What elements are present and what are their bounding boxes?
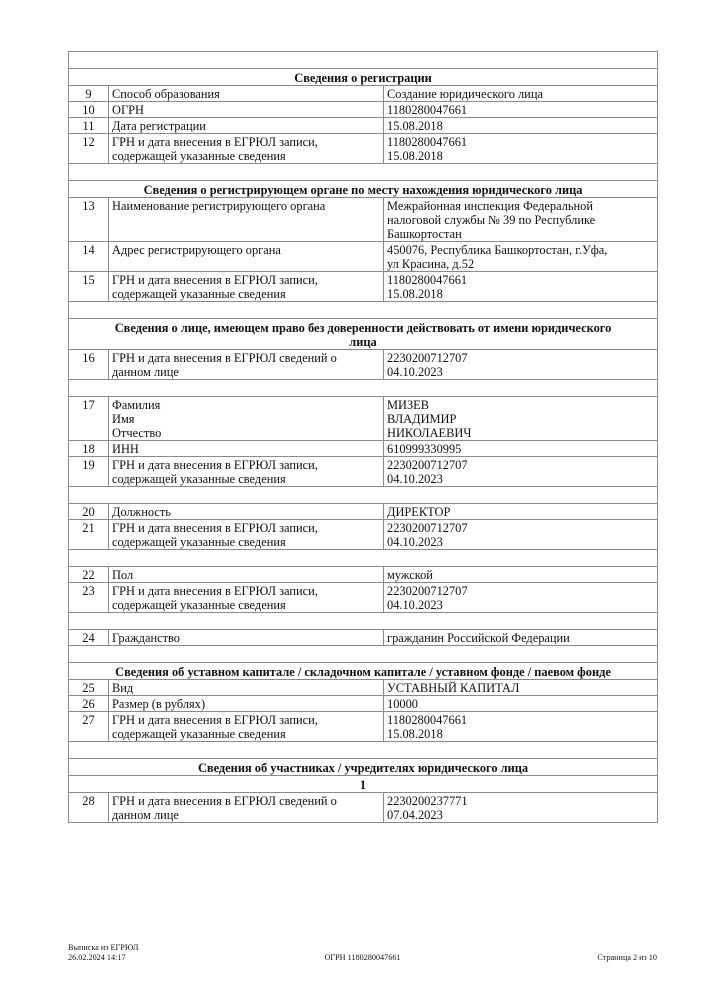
row-number: 24: [69, 630, 109, 646]
table-row: [69, 712, 658, 742]
section-header-row: [69, 776, 658, 793]
row-value: мужской: [384, 567, 658, 583]
page-footer: [68, 943, 657, 973]
row-label: Гражданство: [109, 630, 384, 646]
section-title: 1: [69, 776, 658, 793]
table-row: [69, 350, 658, 380]
separator-cell: [69, 646, 658, 663]
footer-ogrn: ОГРН 1180280047661: [324, 953, 401, 962]
row-value: УСТАВНЫЙ КАПИТАЛ: [384, 680, 658, 696]
footer-datetime: 26.02.2024 14:17: [68, 953, 126, 962]
row-number: 20: [69, 504, 109, 520]
section-title: Сведения об уставном капитале / складочном капитале / уставном фонде / паевом фонде: [69, 663, 658, 680]
row-value: 2230200712707 04.10.2023: [384, 583, 658, 613]
table-row: [69, 102, 658, 118]
row-value: гражданин Российской Федерации: [384, 630, 658, 646]
separator-cell: [69, 613, 658, 630]
footer-page-number: Страница 2 из 10: [597, 953, 657, 962]
section-title: Сведения о регистрирующем органе по месту нахождения юридического лица: [69, 181, 658, 198]
row-label: Способ образования: [109, 86, 384, 102]
separator-cell: [69, 380, 658, 397]
separator-row: [69, 380, 658, 397]
separator-row: [69, 550, 658, 567]
row-label: Фамилия Имя Отчество: [109, 397, 384, 441]
row-number: 15: [69, 272, 109, 302]
row-number: 27: [69, 712, 109, 742]
separator-row: [69, 742, 658, 759]
separator-cell: [69, 550, 658, 567]
row-label: Должность: [109, 504, 384, 520]
row-value: 1180280047661 15.08.2018: [384, 712, 658, 742]
table-row: [69, 583, 658, 613]
table-row: [69, 567, 658, 583]
section-header-row: [69, 181, 658, 198]
row-label: Вид: [109, 680, 384, 696]
registry-table: [68, 51, 658, 823]
row-label: Размер (в рублях): [109, 696, 384, 712]
row-value: 2230200712707 04.10.2023: [384, 350, 658, 380]
row-label: ГРН и дата внесения в ЕГРЮЛ записи, содержащей указанные сведения: [109, 272, 384, 302]
row-number: 11: [69, 118, 109, 134]
row-value: 15.08.2018: [384, 118, 658, 134]
row-number: 25: [69, 680, 109, 696]
row-value: 10000: [384, 696, 658, 712]
table-row: [69, 630, 658, 646]
row-value: 610999330995: [384, 441, 658, 457]
row-value: 2230200237771 07.04.2023: [384, 793, 658, 823]
section-header-row: [69, 69, 658, 86]
row-label: ГРН и дата внесения в ЕГРЮЛ записи, содержащей указанные сведения: [109, 712, 384, 742]
table-row: [69, 272, 658, 302]
table-row: [69, 696, 658, 712]
row-number: 23: [69, 583, 109, 613]
row-value: Создание юридического лица: [384, 86, 658, 102]
table-row: [69, 504, 658, 520]
table-row: [69, 86, 658, 102]
row-label: ГРН и дата внесения в ЕГРЮЛ записи, содержащей указанные сведения: [109, 520, 384, 550]
row-label: ГРН и дата внесения в ЕГРЮЛ сведений о данном лице: [109, 350, 384, 380]
row-number: 19: [69, 457, 109, 487]
row-label: ГРН и дата внесения в ЕГРЮЛ записи, содержащей указанные сведения: [109, 583, 384, 613]
row-number: 12: [69, 134, 109, 164]
row-label: ГРН и дата внесения в ЕГРЮЛ записи, содержащей указанные сведения: [109, 457, 384, 487]
table-row: [69, 441, 658, 457]
table-row: [69, 793, 658, 823]
row-label: Адрес регистрирующего органа: [109, 242, 384, 272]
row-number: 9: [69, 86, 109, 102]
row-number: 10: [69, 102, 109, 118]
separator-cell: [69, 52, 658, 69]
row-number: 16: [69, 350, 109, 380]
row-label: ГРН и дата внесения в ЕГРЮЛ записи, содержащей указанные сведения: [109, 134, 384, 164]
table-row: [69, 397, 658, 441]
row-value: 2230200712707 04.10.2023: [384, 520, 658, 550]
table-row: [69, 198, 658, 242]
row-label: Дата регистрации: [109, 118, 384, 134]
row-label: ИНН: [109, 441, 384, 457]
section-title: Сведения о лице, имеющем право без доверенности действовать от имени юридического лица: [69, 319, 658, 350]
table-row: [69, 520, 658, 550]
row-number: 22: [69, 567, 109, 583]
row-number: 26: [69, 696, 109, 712]
row-label: ГРН и дата внесения в ЕГРЮЛ сведений о данном лице: [109, 793, 384, 823]
row-value: 450076, Республика Башкортостан, г.Уфа, ул Красина, д.52: [384, 242, 658, 272]
table-row: [69, 242, 658, 272]
section-title: Сведения о регистрации: [69, 69, 658, 86]
row-label: Пол: [109, 567, 384, 583]
row-value: 1180280047661 15.08.2018: [384, 134, 658, 164]
separator-cell: [69, 742, 658, 759]
separator-row: [69, 52, 658, 69]
table-row: [69, 134, 658, 164]
section-header-row: [69, 663, 658, 680]
separator-row: [69, 646, 658, 663]
separator-row: [69, 164, 658, 181]
table-row: [69, 680, 658, 696]
row-value: 1180280047661: [384, 102, 658, 118]
separator-row: [69, 613, 658, 630]
row-label: Наименование регистрирующего органа: [109, 198, 384, 242]
row-value: МИЗЕВ ВЛАДИМИР НИКОЛАЕВИЧ: [384, 397, 658, 441]
section-title: Сведения об участниках / учредителях юридического лица: [69, 759, 658, 776]
row-value: ДИРЕКТОР: [384, 504, 658, 520]
section-header-row: [69, 319, 658, 350]
table-row: [69, 118, 658, 134]
row-number: 21: [69, 520, 109, 550]
row-number: 13: [69, 198, 109, 242]
separator-cell: [69, 487, 658, 504]
footer-doc-title: Выписка из ЕГРЮЛ: [68, 943, 139, 952]
section-header-row: [69, 759, 658, 776]
separator-cell: [69, 164, 658, 181]
row-number: 18: [69, 441, 109, 457]
separator-cell: [69, 302, 658, 319]
row-number: 28: [69, 793, 109, 823]
row-number: 17: [69, 397, 109, 441]
extract-document: [68, 51, 657, 823]
table-row: [69, 457, 658, 487]
row-label: ОГРН: [109, 102, 384, 118]
separator-row: [69, 487, 658, 504]
row-number: 14: [69, 242, 109, 272]
row-value: 2230200712707 04.10.2023: [384, 457, 658, 487]
row-value: Межрайонная инспекция Федеральной налоговой службы № 39 по Республике Башкортостан: [384, 198, 658, 242]
separator-row: [69, 302, 658, 319]
row-value: 1180280047661 15.08.2018: [384, 272, 658, 302]
